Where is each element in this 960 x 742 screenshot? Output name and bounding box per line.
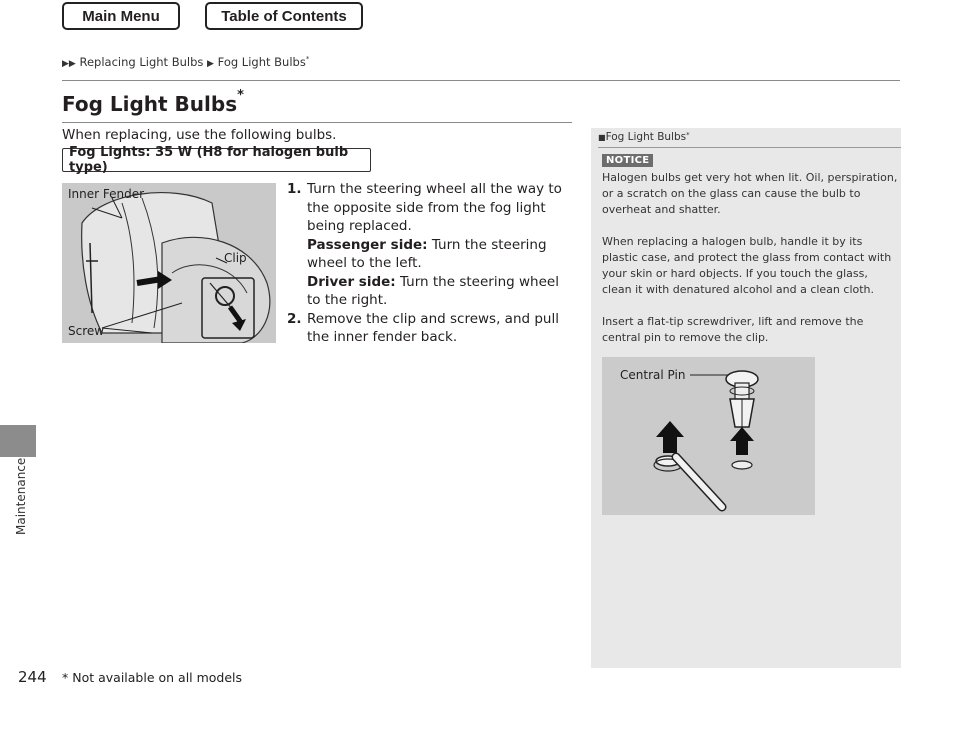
reference-icon: ■ [598,133,606,142]
breadcrumb-link-replacing-light-bulbs[interactable]: Replacing Light Bulbs [79,55,204,69]
breadcrumb [62,55,309,69]
step-number: 2. [287,310,302,327]
breadcrumb-current: Fog Light Bulbs [217,55,306,69]
bulb-spec-box: Fog Lights: 35 W (H8 for halogen bulb type) [62,148,371,172]
page-title [62,88,244,116]
step-text: Remove the clip and screws, and pull the inner fender back. [307,310,559,345]
notice-badge: NOTICE [602,154,653,167]
section-tab[interactable] [0,425,36,457]
inner-fender-figure [62,183,276,343]
sidebar-asterisk: * [686,131,690,139]
title-asterisk: * [237,88,244,103]
driver-side-text: Turn the steering wheel to the right. [307,273,559,308]
step-2 [287,310,575,347]
inner-fender-label: Inner Fender [68,187,145,201]
central-pin-figure [602,357,815,515]
driver-side-note [307,273,575,310]
triangle-icon: ▶▶ [62,59,76,69]
main-menu-button[interactable]: Main Menu [62,2,180,30]
step-text: Turn the steering wheel all the way to the opposite side from the fog light being replaced. [307,181,562,234]
footnote: * Not available on all models [62,670,243,685]
sidebar-divider [598,147,901,148]
header-divider [62,80,900,81]
passenger-side-text: Turn the steering wheel to the left. [307,236,547,271]
passenger-side-label: Passenger side: [307,236,428,253]
sidebar-heading [598,131,690,143]
sidebar-heading-text: Fog Light Bulbs [605,131,687,143]
steps-list [287,180,575,347]
breadcrumb-asterisk: * [305,55,310,64]
screwdriver-paragraph: Insert a flat-tip screwdriver, lift and remove the central pin to remove the clip. [602,315,864,344]
table-of-contents-button[interactable]: Table of Contents [205,2,363,30]
driver-side-label: Driver side: [307,273,396,290]
step-1 [287,180,575,310]
section-label: Maintenance [14,457,28,535]
screw-label: Screw [68,324,105,338]
passenger-side-note [307,236,575,273]
step-number: 1. [287,181,302,197]
clip-label: Clip [224,251,247,265]
page-title-text: Fog Light Bulbs [62,92,238,116]
handling-paragraph: When replacing a halogen bulb, handle it by its plastic case, and protect the glass from contact with your skin or hard objects. If you touch the glass, clean it with denatured alcohol and a clean cloth. [602,235,892,296]
intro-text: When replacing, use the following bulbs. [62,127,337,143]
central-pin-label: Central Pin [620,368,686,382]
triangle-icon: ▶ [207,59,214,69]
page-number: 244 [18,668,47,686]
notice-text: Halogen bulbs get very hot when lit. Oil, perspiration, or a scratch on the glass can cause the bulb to overheat and shatter. [602,171,898,216]
title-divider [62,122,572,123]
